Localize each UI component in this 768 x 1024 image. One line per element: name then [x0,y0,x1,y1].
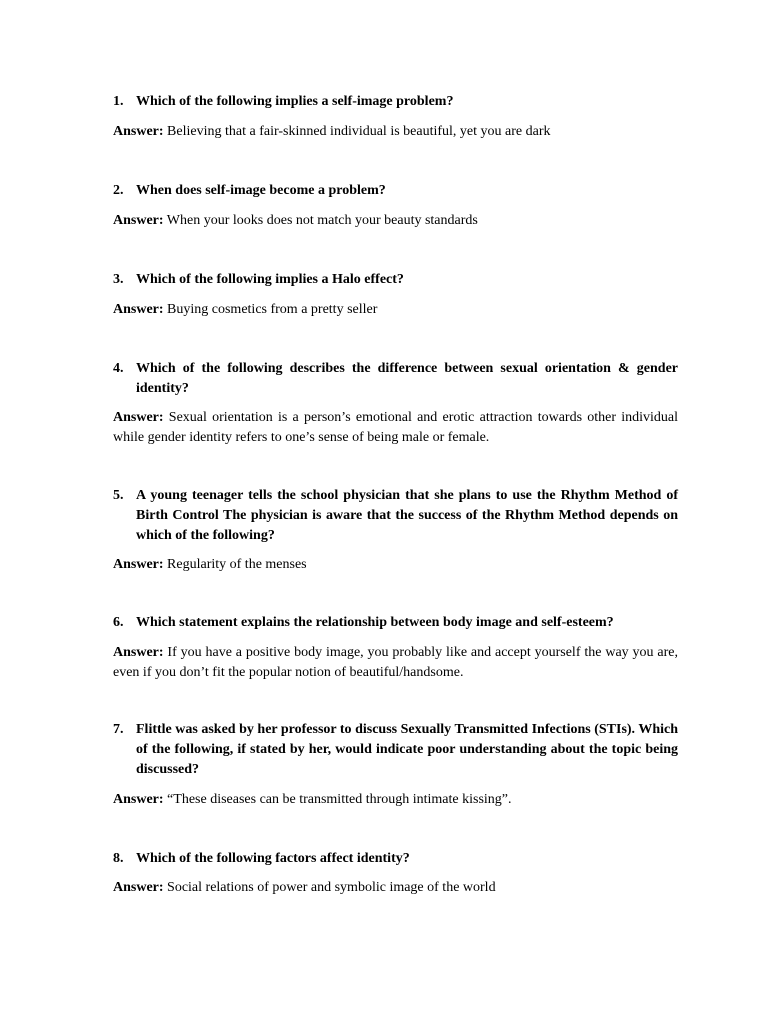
answer [113,643,678,683]
question-text: Which of the following factors affect identity? [136,851,410,866]
qa-item-6 [113,613,678,683]
answer [113,878,678,898]
answer-text: If you have a positive body image, you probably like and accept yourself the way you are, even if you don’t fit the popular notion of beautiful/handsome. [113,645,678,680]
answer-label: Answer: [113,124,164,139]
answer-text: Regularity of the menses [167,557,307,572]
qa-item-2 [113,181,678,231]
answer-label: Answer: [113,557,164,572]
question-number: 1. [113,94,124,109]
answer-label: Answer: [113,792,164,807]
answer [113,790,678,810]
question [113,613,678,633]
qa-item-3 [113,270,678,320]
question-text: When does self-image become a problem? [136,183,386,198]
answer-text: When your looks does not match your beauty standards [166,213,478,228]
answer-text: Buying cosmetics from a pretty seller [167,302,378,317]
answer-label: Answer: [113,410,164,425]
question-number: 3. [113,272,124,287]
qa-item-8 [113,849,678,898]
question [113,359,678,399]
question [113,181,678,201]
answer [113,122,678,142]
answer-label: Answer: [113,880,164,895]
question-number: 6. [113,615,124,630]
qa-item-1 [113,92,678,142]
question-text: Which of the following implies a Halo effect? [136,272,404,287]
answer [113,300,678,320]
qa-item-4 [113,359,678,448]
question [113,849,678,869]
qa-item-7 [113,720,678,810]
question [113,270,678,290]
answer-label: Answer: [113,645,164,660]
question-text: A young teenager tells the school physician that she plans to use the Rhythm Method of Birth Control The physician is aware that the success of the Rhythm Method depends on which of the following? [136,488,678,543]
question-text: Flittle was asked by her professor to discuss Sexually Transmitted Infections (STIs). Which of the following, if stated by her, would indicate poor understanding about the topic being discussed? [136,722,678,777]
question-text: Which of the following describes the difference between sexual orientation & gender identity? [136,361,678,396]
qa-item-5 [113,486,678,575]
question-number: 5. [113,488,124,503]
question-number: 2. [113,183,124,198]
answer-label: Answer: [113,213,164,228]
answer-text: Believing that a fair-skinned individual is beautiful, yet you are dark [167,124,551,139]
question [113,92,678,112]
question-number: 8. [113,851,124,866]
answer-text: “These diseases can be transmitted through intimate kissing”. [167,792,512,807]
question [113,720,678,780]
question-text: Which of the following implies a self-image problem? [136,94,454,109]
question-text: Which statement explains the relationship between body image and self-esteem? [136,615,614,630]
question-number: 4. [113,361,124,376]
question-number: 7. [113,722,124,737]
question [113,486,678,546]
answer-text: Sexual orientation is a person’s emotional and erotic attraction towards other individual while gender identity refers to one’s sense of being male or female. [113,410,679,445]
answer-label: Answer: [113,302,164,317]
answer [113,211,678,231]
answer [113,408,678,448]
answer-text: Social relations of power and symbolic image of the world [167,880,496,895]
answer [113,555,678,575]
